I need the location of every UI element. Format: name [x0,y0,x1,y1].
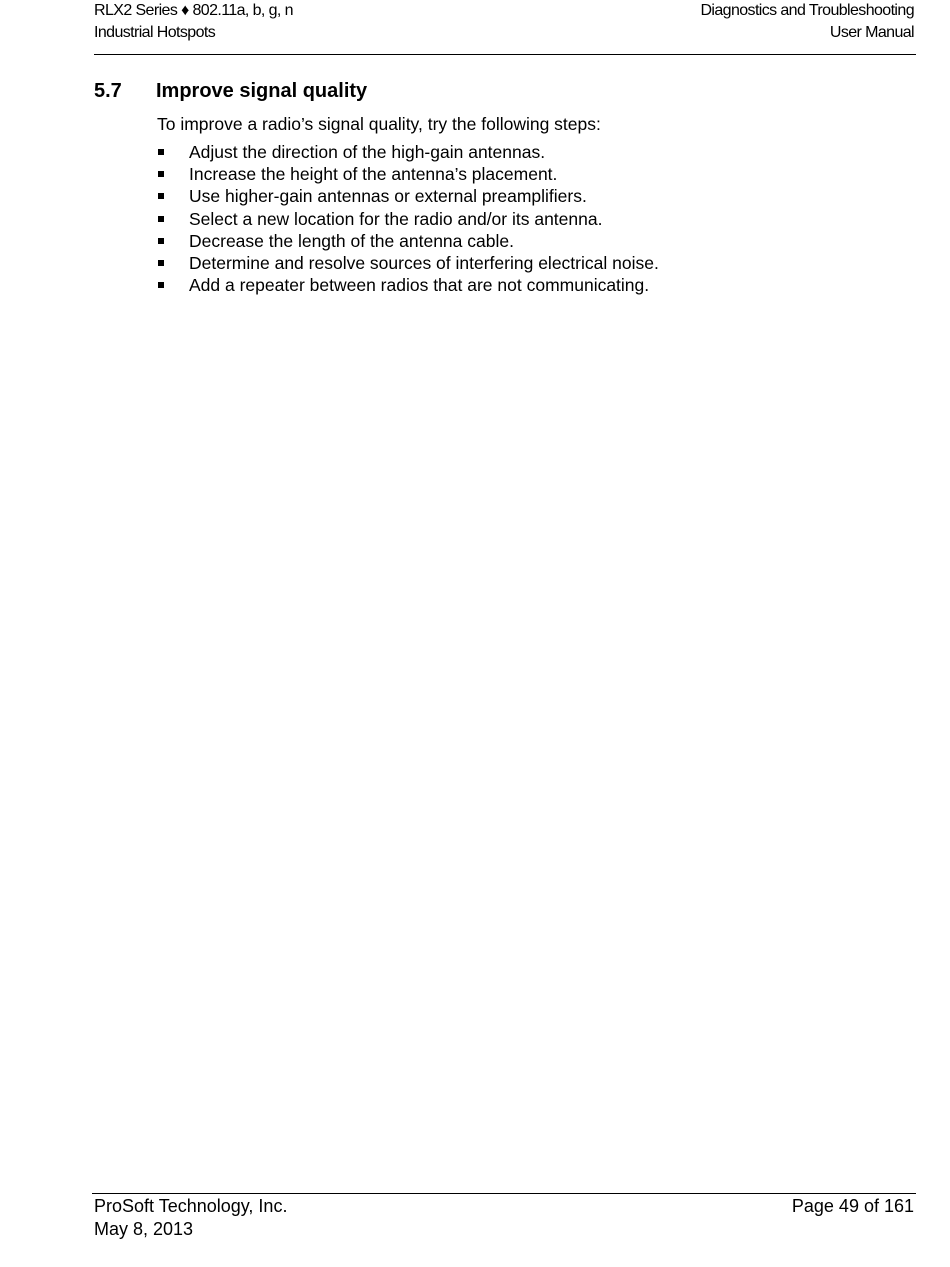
list-item [157,163,659,185]
header-chapter: Diagnostics and Troubleshooting [700,2,914,19]
page-header [94,0,916,55]
steps-list [157,141,659,296]
section-number: 5.7 [94,80,122,102]
step-text: Determine and resolve sources of interfering electrical noise. [189,253,659,274]
header-product-line: RLX2 Series ♦ 802.11a, b, g, n [94,2,293,19]
list-item [157,230,659,252]
footer-left [94,1195,287,1241]
bullet-icon [158,238,164,244]
footer-company: ProSoft Technology, Inc. [94,1196,288,1216]
header-right [700,0,914,44]
list-item [157,208,659,230]
step-text: Increase the height of the antenna’s placement. [189,164,558,185]
step-text: Use higher-gain antennas or external preamplifiers. [189,186,587,207]
section-heading [94,78,367,104]
step-text: Decrease the length of the antenna cable. [189,230,514,251]
step-text: Select a new location for the radio and/or its antenna. [189,208,603,229]
footer-date: May 8, 2013 [94,1219,194,1239]
list-item [157,185,659,207]
header-doc-type: User Manual [829,24,914,41]
header-product-category: Industrial Hotspots [94,24,216,41]
bullet-icon [158,260,164,266]
bullet-icon [158,171,164,177]
header-left [94,0,293,44]
step-text: Add a repeater between radios that are not communicating. [189,275,650,296]
section-title: Improve signal quality [156,80,368,102]
bullet-icon [158,282,164,288]
footer-page-number: Page 49 of 161 [791,1196,914,1216]
bullet-icon [158,149,164,155]
bullet-icon [158,216,164,222]
section-intro: To improve a radio’s signal quality, try the following steps: [157,114,601,134]
list-item [157,274,659,296]
list-item [157,252,659,274]
bullet-icon [158,193,164,199]
page-footer [92,1193,916,1239]
list-item [157,141,659,163]
step-text: Adjust the direction of the high-gain antennas. [189,142,546,162]
